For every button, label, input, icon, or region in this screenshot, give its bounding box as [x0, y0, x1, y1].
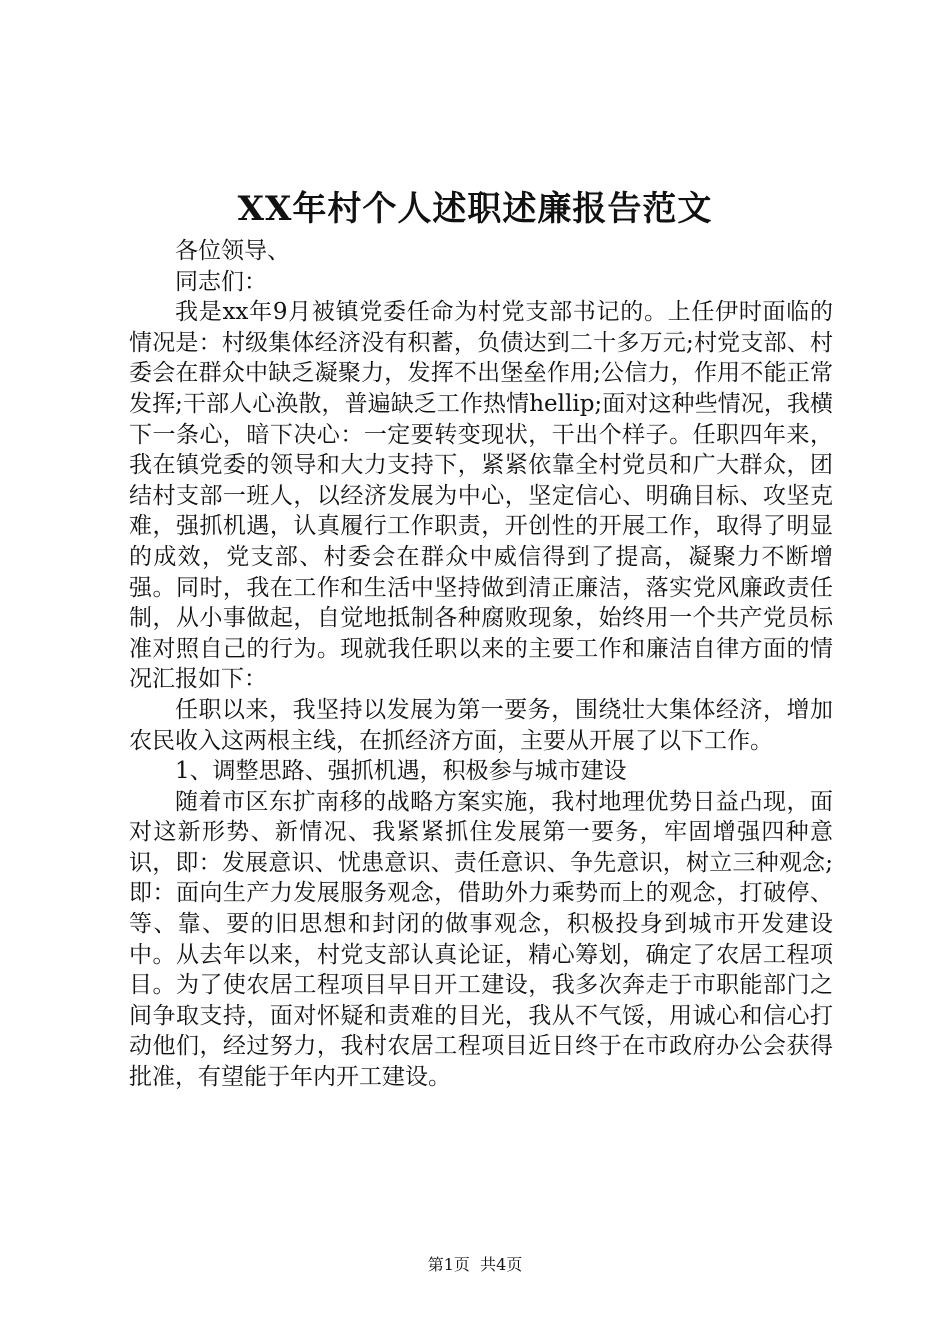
page-number: 第1页 [427, 1255, 470, 1274]
section-heading: 1、调整思路、强抓机遇，积极参与城市建设 [175, 758, 627, 785]
body-paragraph: 随着市区东扩南移的战略方案实施，我村地理优势日益凸现，面对这新形势、新情况、我紧紧抓住发展第一要务，牢固增强四种意识，即：发展意识、忧患意识、责任意识、争先意识，树立三种观念;即：面向生产力发展服务观念，借助外力乘势而上的观念，打破停、等、靠、要的旧思想和封闭的做事观念，积极投身到城市开发建设中。从去年以来，村党支部认真论证，精心筹划，确定了农居工程项目。为了使农居工程项目早日开工建设，我多次奔走于市职能部门之间争取支持，面对怀疑和责难的目光，我从不气馁，用诚心和信心打动他们，经过努力，我村农居工程项目近日终于在市政府办公会获得批准，有望能于年内开工建设。 [129, 788, 833, 1091]
document-title: XX年村个人述职述廉报告范文 [237, 189, 713, 229]
body-paragraph: 我是xx年9月被镇党委任命为村党支部书记的。上任伊时面临的情况是：村级集体经济没有积蓄，负债达到二十多万元;村党支部、村委会在群众中缺乏凝聚力，发挥不出堡垒作用;公信力，作用不能正常发挥;干部人心涣散，普遍缺乏工作热情hellip;面对这种些情况，我横下一条心，暗下决心：一定要转变现状，干出个样子。任职四年来，我在镇党委的领导和大力支持下，紧紧依靠全村党员和广大群众，团结村支部一班人，以经济发展为中心，坚定信心、明确目标、攻坚克难，强抓机遇，认真履行工作职责，开创性的开展工作，取得了明显的成效，党支部、村委会在群众中威信得到了提高，凝聚力不断增强。同时，我在工作和生活中坚持做到清正廉洁，落实党风廉政责任制，从小事做起，自觉地抵制各种腐败现象，始终用一个共产党员标准对照自己的行为。现就我任职以来的主要工作和廉洁自律方面的情况汇报如下： [129, 299, 833, 693]
salutation-line-2: 同志们： [175, 268, 267, 295]
body-paragraph: 任职以来，我坚持以发展为第一要务，围绕壮大集体经济，增加农民收入这两根主线，在抓经济方面，主要从开展了以下工作。 [129, 696, 833, 754]
page-footer [0, 1254, 950, 1276]
document-body [129, 236, 833, 1093]
salutation-line-1: 各位领导、 [175, 238, 290, 264]
page-total: 共4页 [480, 1255, 523, 1274]
